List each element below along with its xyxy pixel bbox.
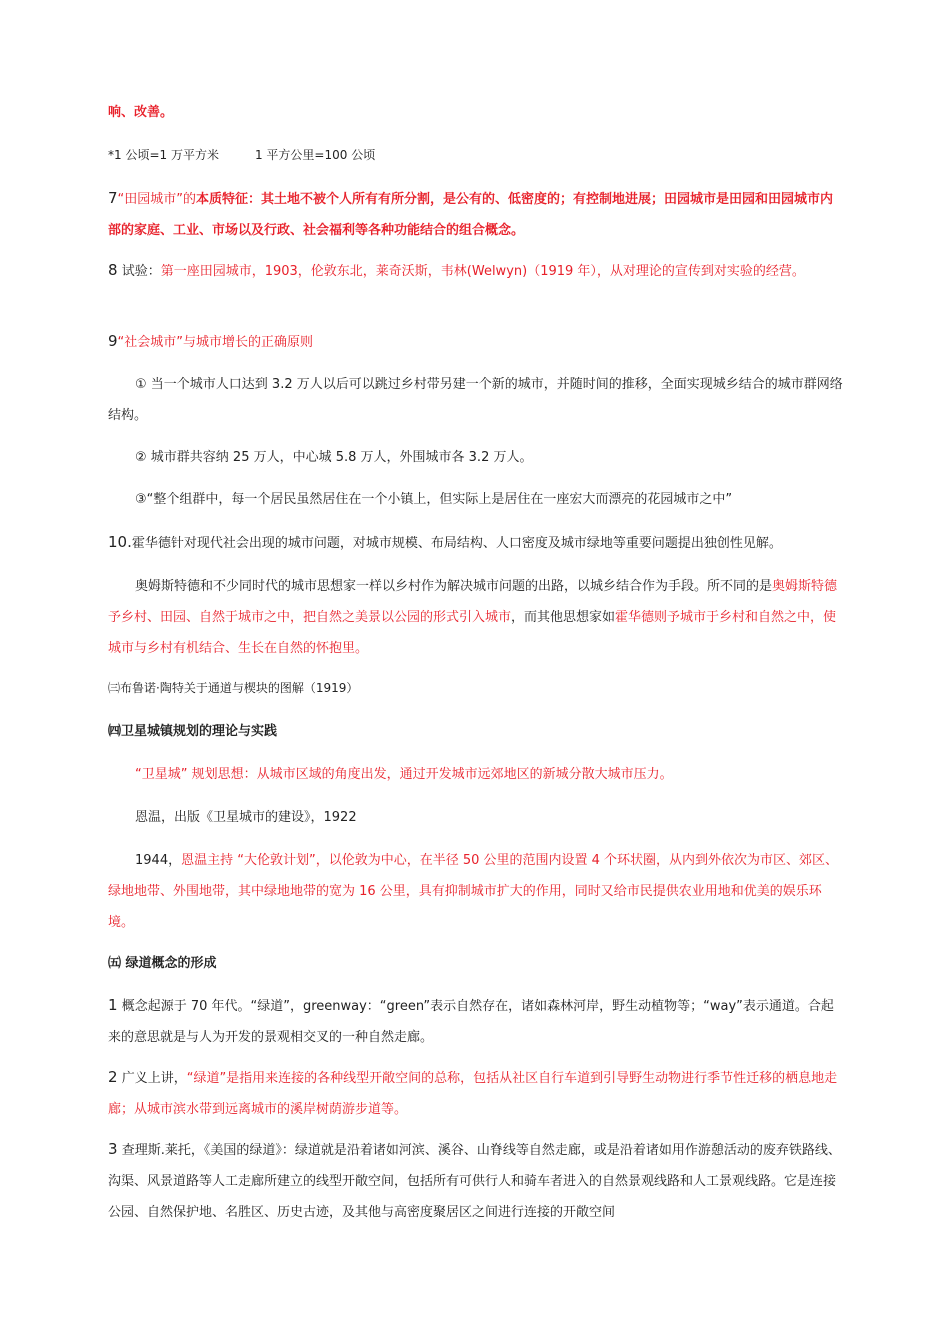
principle-3 [108,484,843,515]
principle-1 [108,369,843,431]
satellite-city-definition [108,759,843,790]
text: 霍华德针对现代社会出现的城市问题，对城市规模、布局结构、人口密度及城市绿地等重要问题提出独创性见解。 [131,536,782,551]
text: 试验： [121,264,161,279]
note-hectare: *1 公顷=1 万平方米 [108,148,219,162]
greenway-point-1 [108,990,843,1053]
greenway-point-3 [108,1134,843,1228]
text: 奥姆斯特德予乡村、田园、自然于城市之中，把自然之美景以公园的形式引入城市 [108,579,838,625]
text: ② 城市群共容纳 25 万人，中心城 5.8 万人，外围城市各 3.2 万人。 [135,450,533,465]
text: “田园城市”的 [117,192,197,207]
text: 第一座田园城市，1903，伦敦东北，莱奇沃斯，韦林(Welwyn)（1919 年），从对理论的宣传到对实验的经营。 [160,264,805,279]
section-heading-4 [108,716,843,747]
section-heading-3 [108,673,843,704]
text: ㈣卫星城镇规划的理论与实践 [108,724,278,739]
note-square-km: 1 平方公里=100 公顷 [254,148,376,162]
text: ㈢布鲁诺·陶特关于通道与楔块的图解（1919） [108,681,359,695]
greenway-point-2 [108,1062,843,1125]
text: 恩温主持 “大伦敦计划”，以伦敦为中心，在半径 50 公里的范围内设置 4 个环状圈，从内到外依次为市区、郊区、绿地地带、外围地带，其中绿地地带的宽为 16 公里，具有抑制城市扩大的作用，同时又给市民提供农业用地和优美的娱乐环境。 [108,853,839,930]
text: ③“整个组群中，每一个居民虽然居住在一个小镇上，但实际上是居住在一座宏大而漂亮的花园城市之中” [135,492,733,507]
text: 概念起源于 70 年代。“绿道”，greenway：“green”表示自然存在，诸如森林河岸，野生动植物等；“way”表示通道。合起来的意思就是与人为开发的景观相交叉的一种自然走廊。 [108,999,834,1045]
text: ① 当一个城市人口达到 3.2 万人以后可以跳过乡村带另建一个新的城市，并随时间的推移，全面实现城乡结合的城市群网络结构。 [108,377,843,423]
paragraph-continuation [108,97,843,128]
text: ，而其他思想家如 [511,610,616,625]
unwin-publication [108,802,843,833]
item-number: 8 [108,261,118,279]
text: 查理斯.莱托，《美国的绿道》：绿道就是沿着诸如河滨、溪谷、山脊线等自然走廊，或是沿着诸如用作游憩活动的废弃铁路线、沟渠、风景道路等人工走廊所建立的线型开敞空间，包括所有可供行人和骑车者进入的自然景观线路和人工景观线路。它是连接公园、自然保护地、名胜区、历史古迹，及其他与高密度聚居区之间进行连接的开敞空间 [108,1143,841,1220]
paragraph-7 [108,183,843,246]
paragraph-olmsted [108,571,843,664]
item-number: 2 [108,1068,118,1086]
item-number: 9 [108,332,118,350]
text: 响、改善。 [108,105,174,120]
text: 1944， [135,853,182,868]
item-number: 3 [108,1140,118,1158]
paragraph-8 [108,255,843,287]
text: “卫星城” 规划思想：从城市区域的角度出发，通过开发城市远郊地区的新城分散大城市压力。 [135,767,673,782]
text: “绿道”是指用来连接的各种线型开敞空间的总称，包括从社区自行车道到引导野生动物进行季节性迁移的栖息地走廊；从城市滨水带到远离城市的溪岸树荫游步道等。 [108,1071,838,1117]
paragraph-10 [108,527,843,559]
text: 奥姆斯特德和不少同时代的城市思想家一样以乡村作为解决城市问题的出路，以城乡结合作为手段。所不同的是 [135,579,773,594]
text: 本质特征：其土地不被个人所有有所分割，是公有的、低密度的；有控制地进展；田园城市是田园和田园城市内部的家庭、工业、市场以及行政、社会福利等各种功能结合的组合概念。 [108,192,834,238]
greater-london-plan [108,845,843,938]
text: 恩温，出版《卫星城市的建设》，1922 [135,810,357,825]
principle-2 [108,442,843,473]
text: 霍华德则予城市于乡村和自然之中，使城市与乡村有机结合、生长在自然的怀抱里。 [108,610,837,656]
item-number: 10. [108,533,132,551]
section-heading-5 [108,948,843,979]
item-number: 1 [108,996,118,1014]
paragraph-9 [108,326,843,358]
text: “社会城市”与城市增长的正确原则 [117,335,314,350]
text: 广义上讲， [121,1071,187,1086]
text: ㈤ 绿道概念的形成 [108,956,217,971]
item-number: 7 [108,189,118,207]
unit-conversion-note [108,140,843,171]
